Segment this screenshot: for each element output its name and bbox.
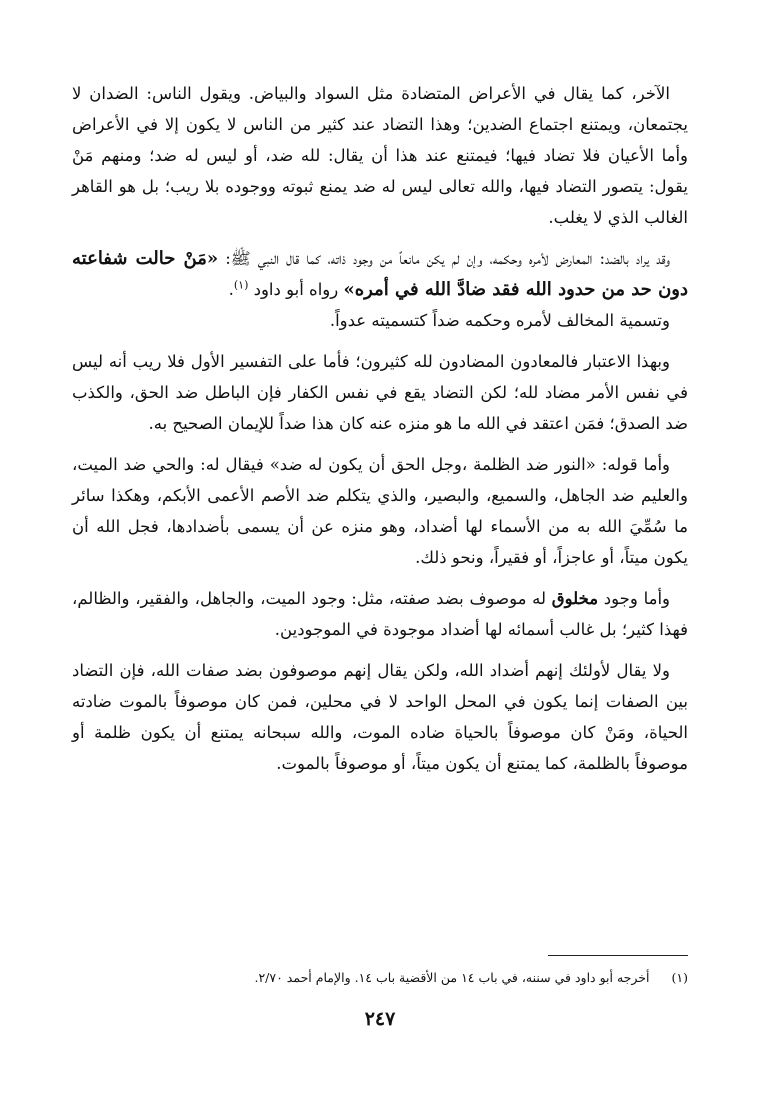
paragraph-2-intro: وقد يراد بالضد: المعارض لأمره وحكمه، وإن لم يكن مانعاً من وجود ذاته، كما قال النبي ﷺ: xyxy=(218,249,670,268)
paragraph-3: وتسمية المخالف لأمره وحكمه ضداً كتسميته عدواً. xyxy=(329,311,670,330)
main-text xyxy=(72,78,688,789)
paragraph-1: الآخر، كما يقال في الأعراض المتضادة مثل السواد والبياض. ويقول الناس: الضدان لا يجتمعان، ويمتنع اجتماع الضدين؛ وهذا التضاد عند كثير من الناس لا يكون إلا في الأعراض وأما الأعيان فلا تضاد فيها؛ فيمتنع عند هذا أن يقال: لله ضد، أو ليس له ضد؛ ومنهم مَنْ يقول: يتصور التضاد فيها، والله تعالى ليس له ضد يمنع ثبوته ووجوده بلا ريب؛ بل هو القاهر الغالب الذي لا يغلب. xyxy=(72,84,688,227)
paragraph-4: وبهذا الاعتبار فالمعادون المضادون لله كثيرون؛ فأما على التفسير الأول فلا ريب أنه ليس في نفس الأمر مضاد لله؛ لكن التضاد يقع في نفس الكفار فإن الباطل ضد الحق، والكذب ضد الصدق؛ فمَن اعتقد في الله ما هو منزه عنه كان هذا ضداً للإيمان الصحيح به. xyxy=(72,352,688,433)
paragraph-6-start: وأما وجود xyxy=(598,589,671,608)
paragraph-6 xyxy=(72,583,688,645)
paragraph-6-end: له موصوف بضد صفته، مثل: وجود الميت، والجاهل، والفقير، والظالم، فهذا كثير؛ بل غالب أسمائه لها أضداد موجودة في الموجودين. xyxy=(72,589,688,639)
paragraph-5: وأما قوله: «النور ضد الظلمة ،وجل الحق أن يكون له ضد» فيقال له: والحي ضد الميت، والعليم ضد الجاهل، والسميع، والبصير، والذي يتكلم ضد الأصم الأعمى الأبكم، وهكذا سائر ما سُمِّيَ الله به من الأسماء لها أضداد، وهو منزه عن أن يسمى بأضدادها، فجل الله أن يكون ميتاً، أو عاجزاً، أو فقيراً، ونحو ذلك. xyxy=(72,455,688,567)
footnote xyxy=(72,968,688,988)
paragraph-2: وقد يراد بالضد: المعارض لأمره وحكمه، وإن لم يكن مانعاً من وجود ذاته، كما قال النبي ﷺ: «مَنْ حالت شفاعته دون حد من حدود الله فقد ضادَّ الله في أمره» رواه أبو داود $^{(١)}$. xyxy=(72,248,688,300)
emphasized-word: مخلوق xyxy=(551,589,599,608)
paragraph-7: ولا يقال لأولئك إنهم أضداد الله، ولكن يقال إنهم موصوفون بضد صفات الله، فإن التضاد بين الصفات إنما يكون في المحل الواحد لا في محلين، فمن كان موصوفاً بالموت ضادته الحياة، ومَنْ كان موصوفاً بالحياة ضاده الموت، والله سبحانه يمتنع أن يكون ظلمة أو موصوفاً بالظلمة، كما يمتنع أن يكون ميتاً، أو موصوفاً بالموت. xyxy=(72,661,688,773)
footnote-divider xyxy=(548,955,688,956)
hadith-quote: «مَنْ حالت شفاعته دون حد من حدود الله فقد ضادَّ الله في أمره» xyxy=(72,248,688,300)
hadith-source: رواه أبو داود xyxy=(253,280,344,299)
footnote-number: (١) xyxy=(671,970,688,985)
footnote-text: أخرجه أبو داود في سننه، في باب ١٤ من الأقضية باب ١٤. والإمام أحمد ٢/٧٠. xyxy=(254,970,650,985)
footnote-reference[interactable]: (١) xyxy=(233,278,249,292)
page-number: ٢٤٧ xyxy=(364,1008,396,1030)
